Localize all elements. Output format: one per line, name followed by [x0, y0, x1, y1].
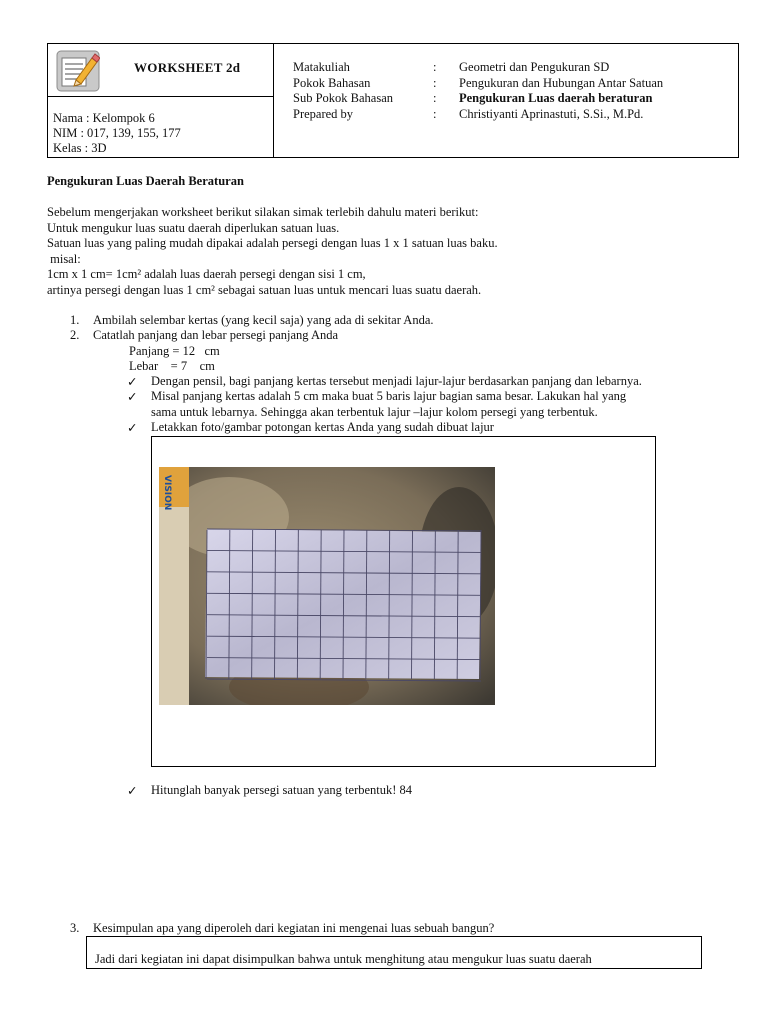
step-3-text: Kesimpulan apa yang diperoleh dari kegiatan ini mengenai luas sebuah bangun?	[93, 921, 495, 935]
grid-paper-photo-image	[159, 467, 495, 705]
identity-row-kelas: Kelas : 3D	[53, 141, 107, 155]
check-item-4: Hitunglah banyak persegi satuan yang terbentuk! 84	[151, 783, 413, 797]
check-icon: ✓	[127, 784, 138, 798]
identity-row-nim: NIM : 017, 139, 155, 177	[53, 126, 181, 140]
meta-row-prepared-by: Prepared by : Christiyanti Aprinastuti, S.Si., M.Pd.	[293, 106, 644, 121]
steps-list: 1. Ambilah selembar kertas (yang kecil saja) yang ada di sekitar Anda. 2. Catatlah panjang dan lebar persegi panjang Anda Panjang = 12 cm Lebar = 7 cm	[70, 313, 434, 373]
notepad-pencil-icon	[56, 50, 100, 92]
check-icon: ✓	[127, 375, 138, 389]
check-item-3: Letakkan foto/gambar potongan kertas Anda yang sudah dibuat lajur	[151, 420, 494, 434]
check-item-2b: sama untuk lebarnya. Sehingga akan terbentuk lajur –lajur kolom persegi yang terbentuk.	[151, 405, 598, 419]
worksheet-title: WORKSHEET 2d	[134, 60, 241, 75]
vision-label: VISION	[162, 475, 172, 511]
section-title: Pengukuran Luas Daerah Beraturan	[47, 174, 244, 188]
panjang-value: Panjang = 12 cm	[129, 344, 220, 358]
answer-text: Jadi dari kegiatan ini dapat disimpulkan bahwa untuk menghitung atau mengukur luas suatu daerah	[95, 952, 592, 966]
intro-line: 1cm x 1 cm= 1cm² adalah luas daerah persegi dengan sisi 1 cm,	[47, 267, 366, 281]
meta-row-matakuliah: Matakuliah : Geometri dan Pengukuran SD	[293, 60, 610, 74]
step-1-text: Ambilah selembar kertas (yang kecil saja) yang ada di sekitar Anda.	[93, 313, 434, 327]
identity-row-nama: Nama : Kelompok 6	[53, 111, 155, 125]
check-icon: ✓	[127, 421, 138, 435]
meta-row-pokok-bahasan: Pokok Bahasan : Pengukuran dan Hubungan Antar Satuan	[293, 75, 664, 90]
step-2-text: Catatlah panjang dan lebar persegi panjang Anda	[93, 328, 339, 342]
grid-paper-photo	[159, 467, 495, 705]
header-divider-vertical	[273, 44, 274, 157]
intro-line: misal:	[47, 251, 81, 266]
course-meta	[293, 60, 733, 122]
meta-row-sub-pokok-bahasan: Sub Pokok Bahasan : Pengukuran Luas daerah beraturan	[293, 91, 653, 105]
intro-line: artinya persegi dengan luas 1 cm² sebagai satuan luas untuk mencari luas suatu daerah.	[47, 282, 482, 297]
photo-frame	[151, 436, 656, 767]
answer-box	[86, 936, 702, 969]
check-icon: ✓	[127, 390, 138, 404]
intro-line: Sebelum mengerjakan worksheet berikut silakan simak terlebih dahulu materi berikut:	[47, 205, 479, 219]
worksheet-header	[47, 43, 739, 158]
intro-line: Untuk mengukur luas suatu daerah diperlukan satuan luas.	[47, 220, 340, 235]
grid-paper	[205, 529, 481, 681]
lebar-value: Lebar = 7 cm	[129, 359, 215, 373]
header-divider-horizontal	[48, 96, 273, 97]
intro-paragraph	[47, 205, 498, 298]
check-item-2a: Misal panjang kertas adalah 5 cm maka buat 5 baris lajur bagian sama besar. Lakukan hal yang	[151, 389, 627, 403]
identity-block	[53, 111, 181, 156]
step-3-number: 3.	[70, 921, 80, 935]
intro-line: Satuan luas yang paling mudah dipakai adalah persegi dengan luas 1 x 1 satuan luas baku.	[47, 236, 498, 250]
check-item-1: Dengan pensil, bagi panjang kertas tersebut menjadi lajur-lajur berdasarkan panjang dan lebarnya.	[151, 374, 642, 388]
